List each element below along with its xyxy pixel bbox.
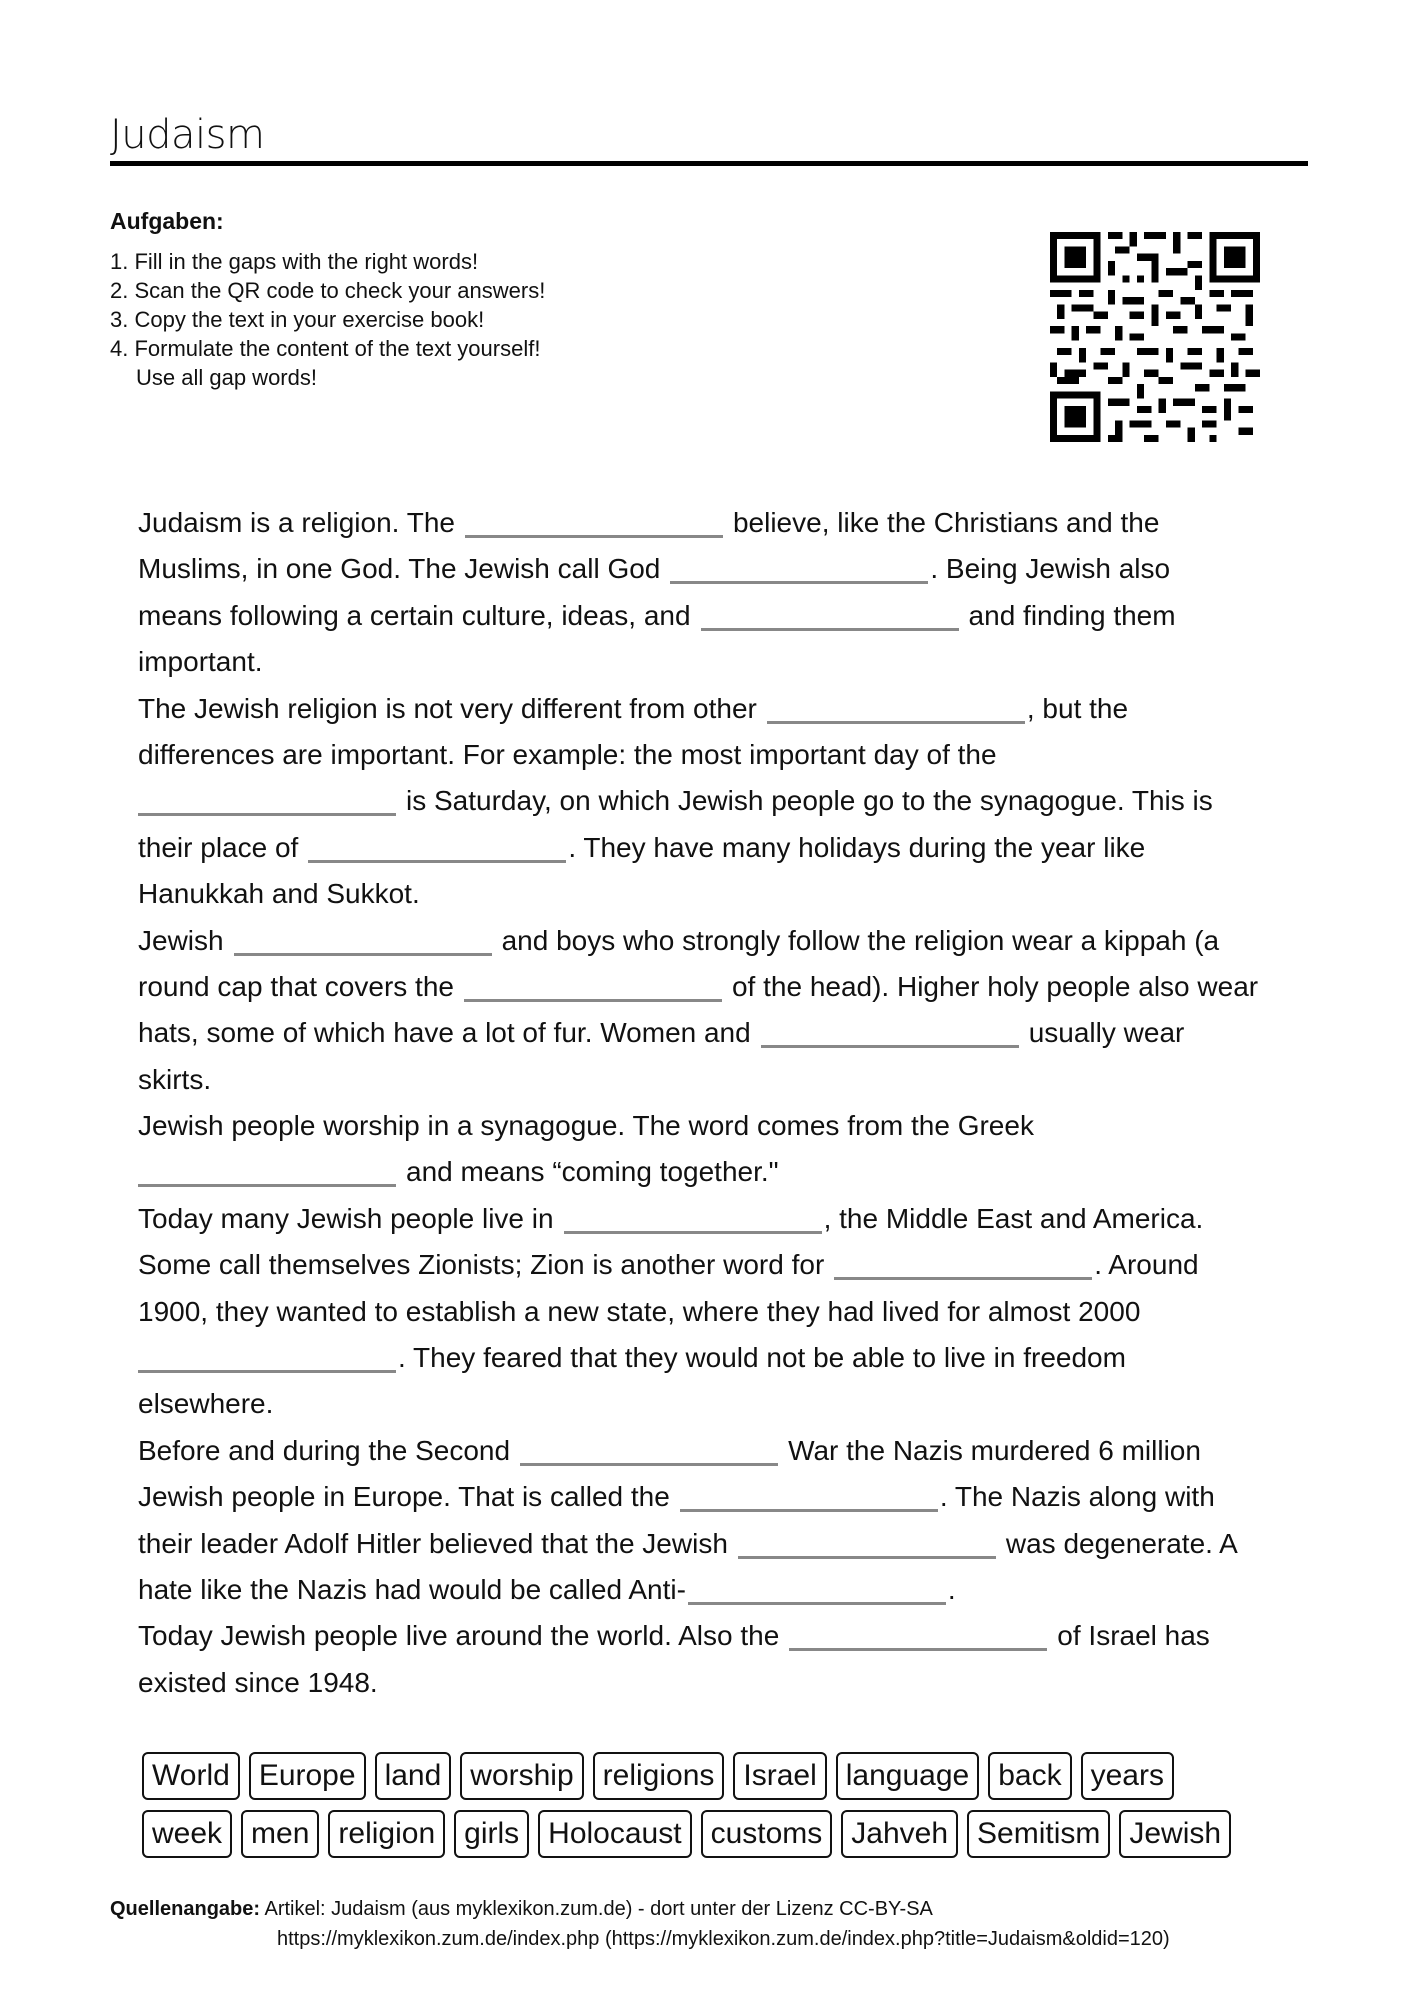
word-bank [142, 1752, 1302, 1868]
word-chip[interactable]: religion [328, 1810, 445, 1858]
text-segment: . Being Jewish also [930, 553, 1171, 585]
source-text: Artikel: Judaism (aus myklexikon.zum.de) - dort unter der Lizenz CC-BY-SA [260, 1898, 933, 1920]
title-divider [110, 161, 1308, 166]
task-item: 1. Fill in the gaps with the right words! [110, 249, 479, 274]
text-segment: . The Nazis along with [939, 1481, 1215, 1513]
word-chip[interactable]: Semitism [967, 1810, 1110, 1858]
text-segment: The Jewish religion is not very different from other [138, 692, 757, 724]
task-item: 2. Scan the QR code to check your answers! [110, 278, 546, 303]
text-segment: and means “coming together." [406, 1156, 779, 1188]
text-segment: usually wear [1028, 1017, 1185, 1049]
text-segment: existed since 1948. [138, 1666, 378, 1698]
text-segment: differences are important. For example: the most important day of the [138, 738, 997, 770]
text-segment: . Around [1094, 1249, 1199, 1281]
text-segment: 1900, they wanted to establish a new state, where they had lived for almost 2000 [138, 1295, 1141, 1327]
gap-field[interactable] [308, 834, 566, 863]
gap-field[interactable] [688, 1576, 946, 1605]
gap-field[interactable] [834, 1251, 1092, 1280]
gap-field[interactable] [761, 1019, 1019, 1048]
text-segment: believe, like the Christians and the [732, 507, 1160, 538]
word-chip[interactable]: Israel [733, 1752, 826, 1800]
text-segment: hats, some of which have a lot of fur. Women and [138, 1017, 751, 1049]
task-item-text: 4. Formulate the content of the text yourself! [110, 336, 541, 361]
word-chip[interactable]: land [375, 1752, 452, 1800]
word-chip[interactable]: men [241, 1810, 319, 1858]
text-segment: Hanukkah and Sukkot. [138, 878, 420, 910]
source-label: Quellenangabe: [110, 1898, 261, 1920]
word-chip[interactable]: girls [454, 1810, 529, 1858]
word-chip[interactable]: World [142, 1752, 240, 1800]
text-segment: Jewish people in Europe. That is called the [138, 1481, 670, 1513]
gap-field[interactable] [138, 1344, 396, 1373]
gap-field[interactable] [138, 787, 396, 816]
text-segment: Muslims, in one God. The Jewish call God [138, 553, 661, 585]
word-chip[interactable]: worship [460, 1752, 583, 1800]
task-item [110, 334, 545, 392]
word-chip[interactable]: language [836, 1752, 979, 1800]
text-segment: of the head). Higher holy people also wear [731, 970, 1259, 1002]
text-segment: and boys who strongly follow the religion wear a kippah (a [501, 924, 1220, 956]
text-segment: Judaism is a religion. The [138, 507, 455, 538]
word-chip[interactable]: religions [593, 1752, 725, 1800]
page-title: Judaism [110, 112, 265, 158]
gap-field[interactable] [465, 509, 723, 538]
text-segment: War the Nazis murdered 6 million [788, 1434, 1201, 1466]
cloze-text [138, 500, 1308, 1706]
source-attribution [110, 1894, 1170, 1954]
word-chip[interactable]: Holocaust [538, 1810, 691, 1858]
text-segment: . [947, 1573, 956, 1605]
text-segment: of Israel has [1057, 1620, 1210, 1652]
text-segment: . They feared that they would not be able to live in freedom [398, 1342, 1126, 1374]
text-segment: , the Middle East and America. [823, 1202, 1204, 1234]
text-segment: their leader Adolf Hitler believed that the Jewish [138, 1527, 728, 1559]
word-chip[interactable]: Jewish [1119, 1810, 1231, 1858]
word-chip[interactable]: Europe [249, 1752, 366, 1800]
text-segment: round cap that covers the [138, 970, 454, 1002]
text-segment: skirts. [138, 1063, 212, 1095]
tasks-heading: Aufgaben: [110, 208, 224, 234]
text-segment: is Saturday, on which Jewish people go to the synagogue. This is [406, 785, 1213, 817]
gap-field[interactable] [701, 602, 959, 631]
word-bank-row [142, 1752, 1302, 1800]
text-segment: Today many Jewish people live in [138, 1202, 554, 1234]
gap-field[interactable] [738, 1530, 996, 1559]
source-url[interactable]: https://myklexikon.zum.de/index.php (https://myklexikon.zum.de/index.php?title=Judaism&oldid=120) [277, 1928, 1170, 1950]
text-segment: elsewhere. [138, 1388, 274, 1420]
text-segment: was degenerate. A [1005, 1527, 1238, 1559]
text-segment: , but the [1026, 692, 1129, 724]
gap-field[interactable] [520, 1437, 778, 1466]
text-segment: their place of [138, 831, 299, 863]
gap-field[interactable] [767, 695, 1025, 724]
word-chip[interactable]: week [142, 1810, 232, 1858]
word-chip[interactable]: customs [701, 1810, 833, 1858]
gap-field[interactable] [670, 555, 928, 584]
word-chip[interactable]: back [988, 1752, 1071, 1800]
text-segment: Some call themselves Zionists; Zion is another word for [138, 1249, 825, 1281]
gap-field[interactable] [464, 973, 722, 1002]
word-chip[interactable]: years [1081, 1752, 1174, 1800]
task-item-continuation: Use all gap words! [136, 365, 317, 390]
word-bank-row [142, 1810, 1302, 1858]
task-list [110, 247, 545, 392]
task-item: 3. Copy the text in your exercise book! [110, 307, 485, 332]
text-segment: important. [138, 646, 263, 678]
gap-field[interactable] [138, 1158, 396, 1187]
text-segment: Today Jewish people live around the world. Also the [138, 1620, 780, 1652]
qr-code-icon[interactable] [1050, 232, 1260, 442]
gap-field[interactable] [234, 927, 492, 956]
text-segment: Jewish people worship in a synagogue. The word comes from the Greek [138, 1110, 1034, 1142]
text-segment: Jewish [138, 924, 224, 956]
text-segment: hate like the Nazis had would be called Anti- [138, 1573, 686, 1605]
gap-field[interactable] [564, 1205, 822, 1234]
text-segment: means following a certain culture, ideas, and [138, 599, 691, 631]
text-segment: and finding them [968, 599, 1176, 631]
gap-field[interactable] [789, 1622, 1047, 1651]
gap-field[interactable] [680, 1483, 938, 1512]
word-chip[interactable]: Jahveh [841, 1810, 958, 1858]
text-segment: . They have many holidays during the year like [568, 831, 1146, 863]
text-segment: Before and during the Second [138, 1434, 511, 1466]
